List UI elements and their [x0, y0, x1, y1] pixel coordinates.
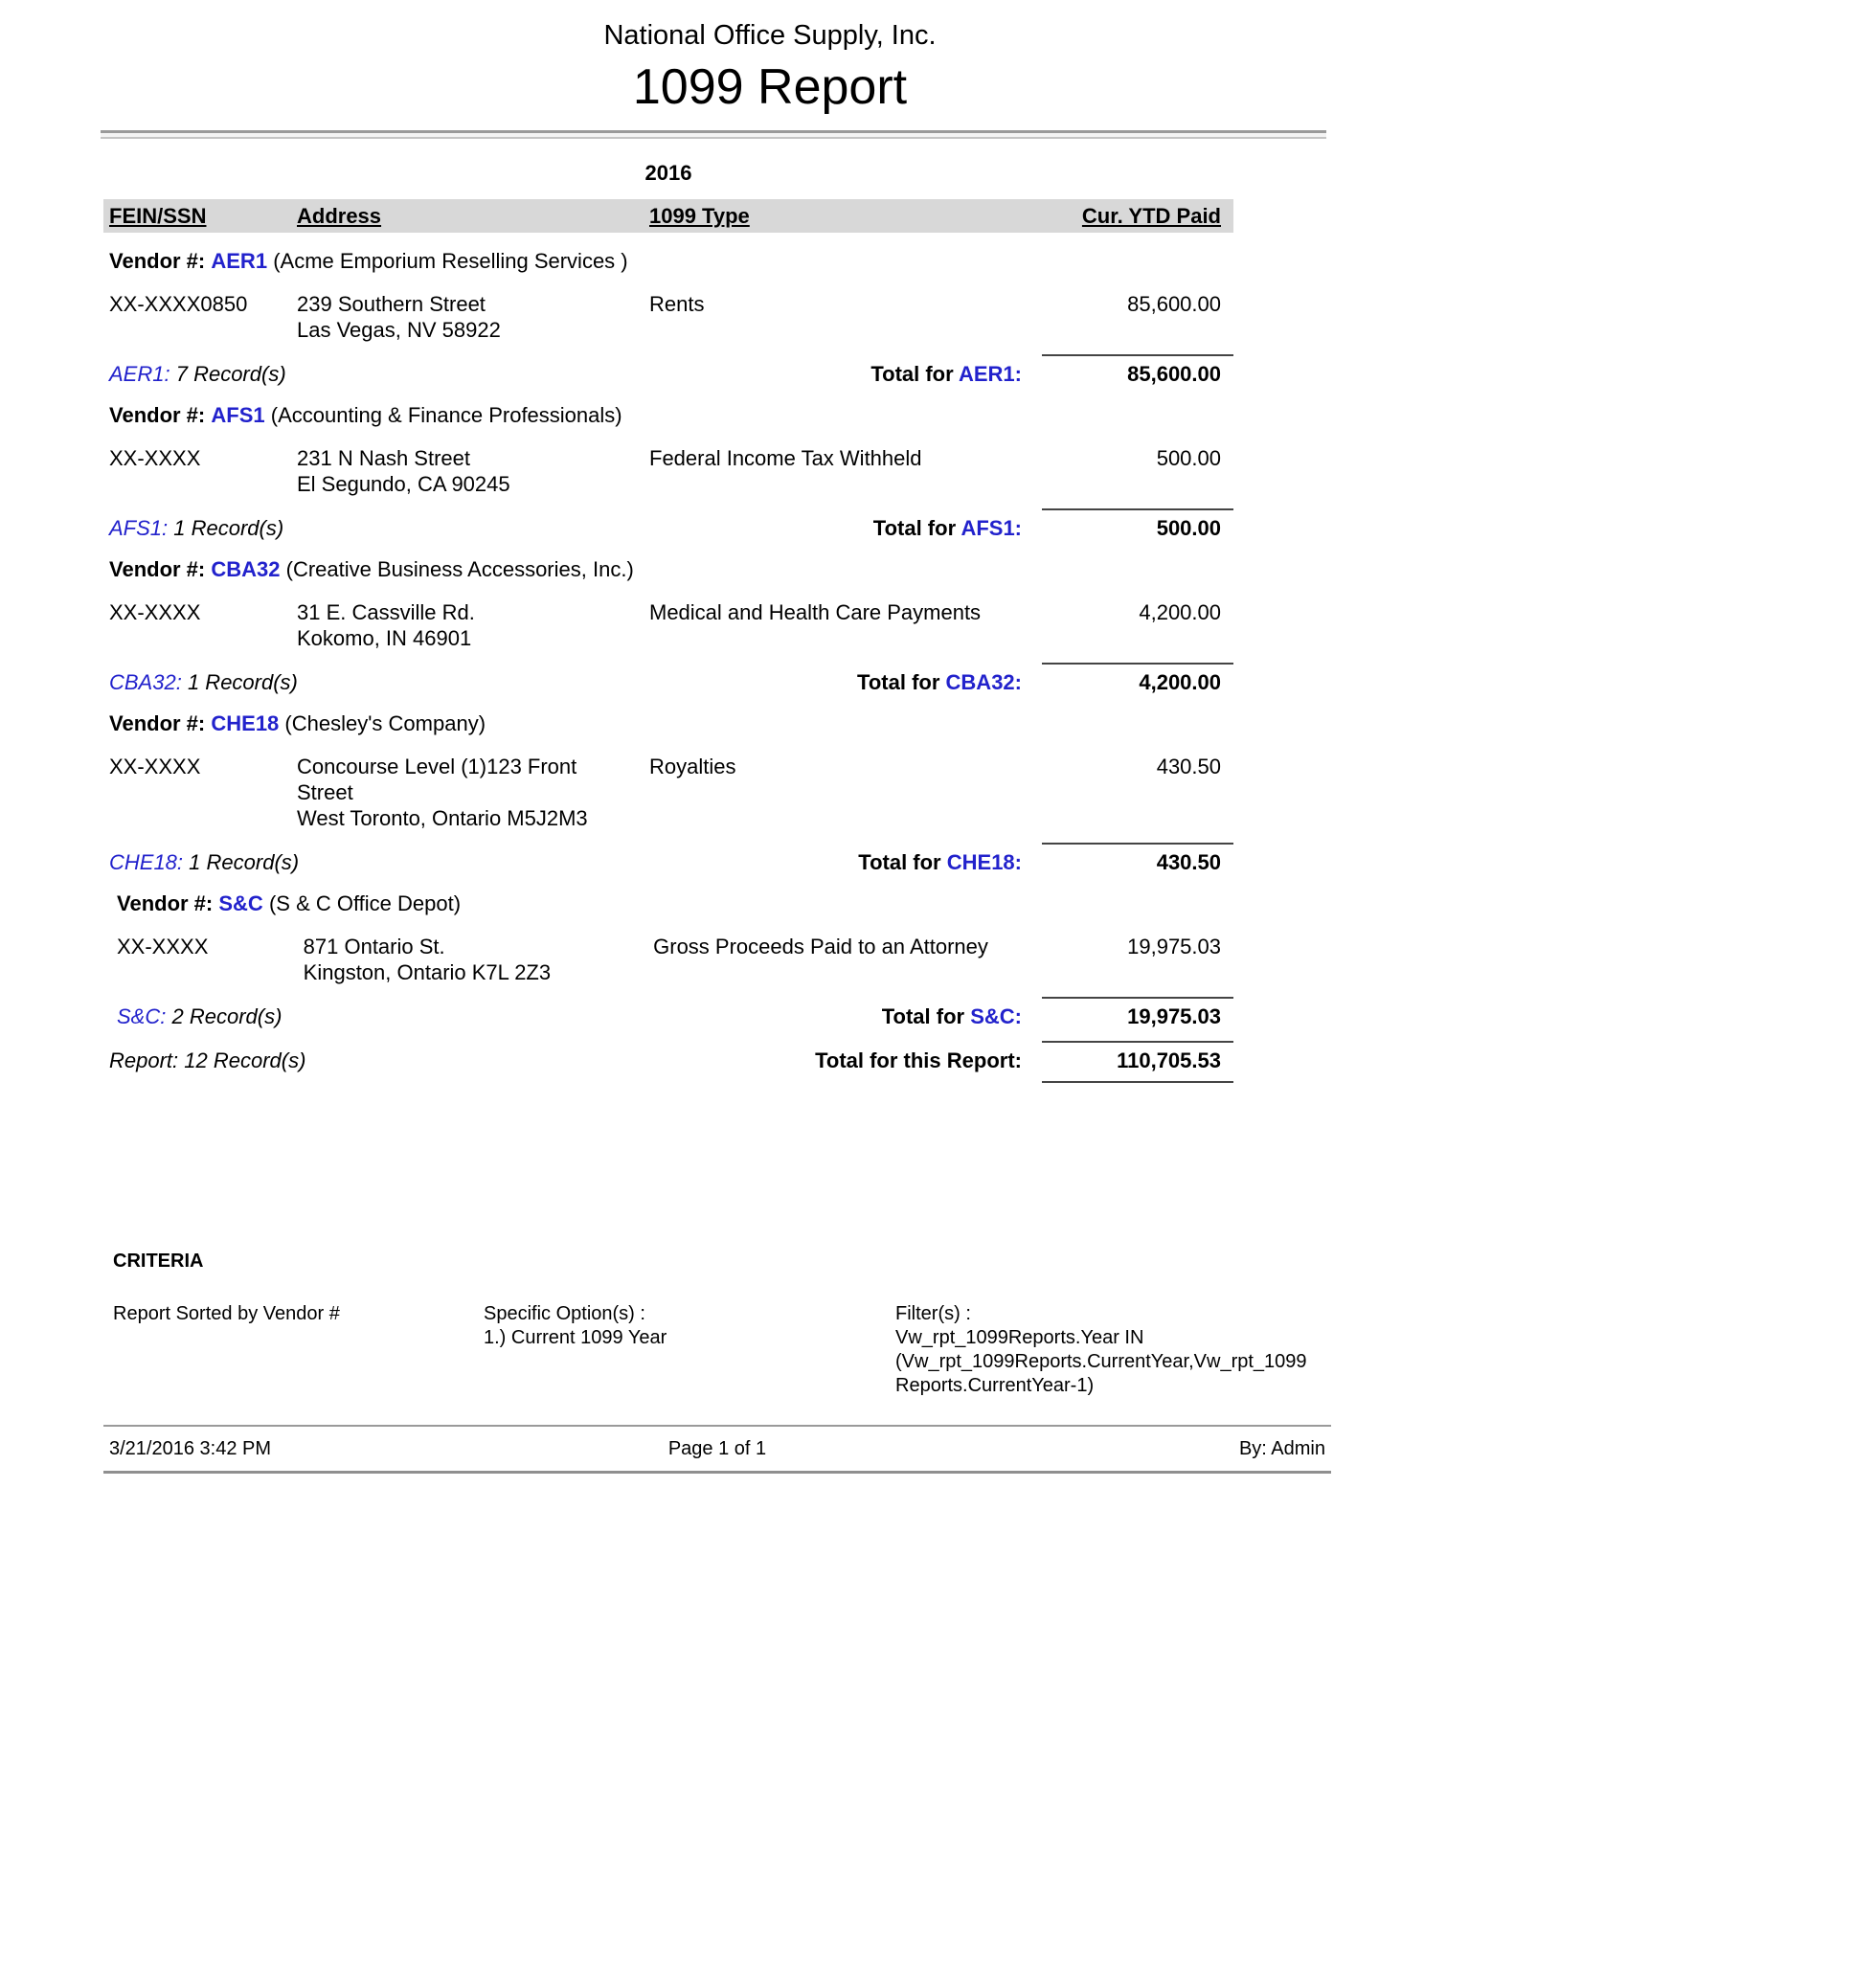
- vendor-header: [103, 402, 1233, 428]
- vendor-code: CHE18: [211, 711, 280, 735]
- vendor-total-amount: 430.50: [1156, 850, 1221, 874]
- cell-amount: 430.50: [1156, 755, 1221, 778]
- criteria-sorted-by: Report Sorted by Vendor #: [113, 1303, 340, 1324]
- filter-line: Reports.CurrentYear-1): [895, 1375, 1095, 1396]
- vendor-code: AER1: [211, 249, 268, 273]
- vendor-code: AER1:: [109, 362, 170, 386]
- page-footer: [103, 1425, 1331, 1474]
- vendor-number-label: Vendor #:: [109, 557, 206, 581]
- total-for-label: Total for: [857, 670, 940, 694]
- filter-line: (Vw_rpt_1099Reports.CurrentYear,Vw_rpt_1099: [895, 1351, 1307, 1372]
- vendor-code: CBA32:: [945, 670, 1022, 694]
- footer-printed-by: By: Admin: [1238, 1438, 1325, 1459]
- cell-1099-type: Rents: [649, 292, 705, 316]
- vendor-record-count: [109, 361, 870, 387]
- total-for-label: Total for: [872, 516, 957, 540]
- criteria-options: [484, 1302, 895, 1350]
- option-item: 1.) Current 1099 Year: [484, 1327, 667, 1348]
- footer-page-number: Page 1 of 1: [667, 1438, 767, 1459]
- vendor-name: (Creative Business Accessories, Inc.): [285, 557, 634, 581]
- record-count-text: 7 Record(s): [175, 362, 286, 386]
- address-line: 239 Southern Street: [297, 292, 486, 316]
- cell-fein: XX-XXXX: [109, 446, 201, 470]
- criteria-columns: [113, 1302, 1339, 1398]
- report-total-caption: Total for this Report:: [815, 1048, 1022, 1072]
- record-count-text: 2 Record(s): [171, 1004, 283, 1028]
- vendor-code: S&C:: [117, 1004, 167, 1028]
- address-line: Las Vegas, NV 58922: [297, 318, 501, 342]
- cell-address: [297, 599, 649, 651]
- cell-1099-type: Medical and Health Care Payments: [649, 600, 982, 624]
- cell-1099-type: Royalties: [649, 755, 736, 778]
- vendor-name: (S & C Office Depot): [268, 891, 462, 915]
- vendor-number-label: Vendor #:: [109, 403, 206, 427]
- vendor-group: [103, 890, 1233, 1029]
- vendor-code: S&C:: [970, 1004, 1022, 1028]
- vendor-total-row: [103, 665, 1233, 695]
- column-header-address: Address: [297, 204, 382, 228]
- company-name: National Office Supply, Inc.: [603, 20, 937, 51]
- vendor-code: CBA32:: [109, 670, 182, 694]
- cell-address: [297, 754, 649, 831]
- vendor-total-amount: 19,975.03: [1127, 1004, 1221, 1028]
- vendor-total-amount: 85,600.00: [1127, 362, 1221, 386]
- cell-address: [304, 934, 653, 985]
- cell-amount: 4,200.00: [1139, 600, 1221, 624]
- footer-datetime: 3/21/2016 3:42 PM: [109, 1438, 272, 1459]
- report-total-amount: 110,705.53: [1117, 1048, 1221, 1072]
- cell-amount: 500.00: [1156, 446, 1221, 470]
- vendor-header: [103, 248, 1233, 274]
- options-label: Specific Option(s) :: [484, 1303, 645, 1324]
- address-line: 31 E. Cassville Rd.: [297, 600, 475, 624]
- cell-address: [297, 445, 649, 497]
- vendor-total-row: [103, 845, 1233, 875]
- vendor-code: AFS1:: [961, 516, 1022, 540]
- vendor-group: [103, 710, 1233, 875]
- table-row: [103, 445, 1233, 497]
- record-count-text: 1 Record(s): [189, 850, 300, 874]
- column-header-1099-type: 1099 Type: [649, 204, 750, 228]
- vendor-record-count: [109, 849, 858, 875]
- cell-address: [297, 291, 649, 343]
- vendor-total-row: [103, 356, 1233, 387]
- vendor-total-amount: 4,200.00: [1139, 670, 1221, 694]
- vendor-name: (Chesley's Company): [284, 711, 486, 735]
- report-year: 2016: [644, 161, 692, 185]
- vendor-total-row: [103, 510, 1233, 541]
- cell-1099-type: Gross Proceeds Paid to an Attorney: [653, 935, 988, 958]
- criteria-heading: CRITERIA: [113, 1251, 204, 1272]
- table-row: [103, 291, 1233, 343]
- vendor-code: AFS1:: [109, 516, 169, 540]
- vendor-record-count: [109, 669, 857, 695]
- cell-fein: XX-XXXX: [109, 600, 201, 624]
- vendor-total-caption: [858, 849, 1037, 875]
- vendor-code: CBA32: [211, 557, 281, 581]
- cell-amount: 19,975.03: [1127, 935, 1221, 958]
- report-total-rule-bottom: [1042, 1081, 1233, 1083]
- record-count-text: 1 Record(s): [173, 516, 284, 540]
- vendor-name: (Accounting & Finance Professionals): [270, 403, 622, 427]
- vendor-header: [103, 710, 1233, 736]
- table-row: [103, 934, 1233, 985]
- vendor-total-caption: [873, 515, 1037, 541]
- record-count-text: 1 Record(s): [187, 670, 298, 694]
- address-line: 231 N Nash Street: [297, 446, 470, 470]
- report-title: 1099 Report: [632, 59, 908, 115]
- vendor-number-label: Vendor #:: [117, 891, 214, 915]
- cell-1099-type: Federal Income Tax Withheld: [649, 446, 922, 470]
- vendor-total-caption: [857, 669, 1037, 695]
- criteria-section: [113, 1250, 1339, 1398]
- filter-line: Vw_rpt_1099Reports.Year IN: [895, 1327, 1144, 1348]
- address-line: 871 Ontario St.: [303, 935, 445, 958]
- vendor-total-caption: [870, 361, 1037, 387]
- table-row: [103, 754, 1233, 831]
- cell-amount: 85,600.00: [1127, 292, 1221, 316]
- table-row: [103, 599, 1233, 651]
- vendor-name: (Acme Emporium Reselling Services ): [273, 249, 628, 273]
- vendor-record-count: [109, 515, 873, 541]
- vendor-number-label: Vendor #:: [109, 249, 206, 273]
- vendor-group: [103, 402, 1233, 541]
- total-for-label: Total for: [870, 362, 954, 386]
- address-line: Kingston, Ontario K7L 2Z3: [303, 960, 552, 984]
- column-header-fein: FEIN/SSN: [109, 204, 207, 228]
- column-header-ytd-paid: Cur. YTD Paid: [1081, 204, 1221, 228]
- vendor-code: AER1:: [958, 362, 1022, 386]
- table-header-row: [103, 199, 1233, 233]
- cell-fein: XX-XXXX: [117, 935, 209, 958]
- vendor-record-count: [117, 1003, 882, 1029]
- cell-fein: XX-XXXX: [109, 755, 201, 778]
- vendor-total-caption: [882, 1003, 1037, 1029]
- address-line: West Toronto, Ontario M5J2M3: [297, 806, 588, 830]
- total-for-label: Total for: [858, 850, 941, 874]
- report-table: [103, 160, 1233, 1083]
- vendor-code: CHE18:: [946, 850, 1022, 874]
- vendor-group: [103, 556, 1233, 695]
- cell-fein: XX-XXXX0850: [109, 292, 248, 316]
- address-line: Street: [297, 780, 353, 804]
- total-for-label: Total for: [881, 1004, 965, 1028]
- report-total-row: [103, 1043, 1233, 1073]
- vendor-header: [103, 890, 1233, 916]
- vendor-code: S&C: [218, 891, 263, 915]
- title-divider: [101, 130, 1326, 139]
- vendor-code: AFS1: [211, 403, 265, 427]
- vendor-total-row: [103, 999, 1233, 1029]
- report-title-band: [101, 0, 1439, 115]
- address-line: Concourse Level (1)123 Front: [297, 755, 577, 778]
- vendor-total-amount: 500.00: [1156, 516, 1221, 540]
- vendor-group: [103, 248, 1233, 387]
- criteria-filters: [895, 1302, 1336, 1398]
- vendor-code: CHE18:: [109, 850, 184, 874]
- address-line: Kokomo, IN 46901: [297, 626, 472, 650]
- vendor-header: [103, 556, 1233, 582]
- filters-label: Filter(s) :: [895, 1303, 971, 1324]
- address-line: El Segundo, CA 90245: [297, 472, 510, 496]
- report-record-count: Report: 12 Record(s): [109, 1048, 306, 1072]
- vendor-number-label: Vendor #:: [109, 711, 206, 735]
